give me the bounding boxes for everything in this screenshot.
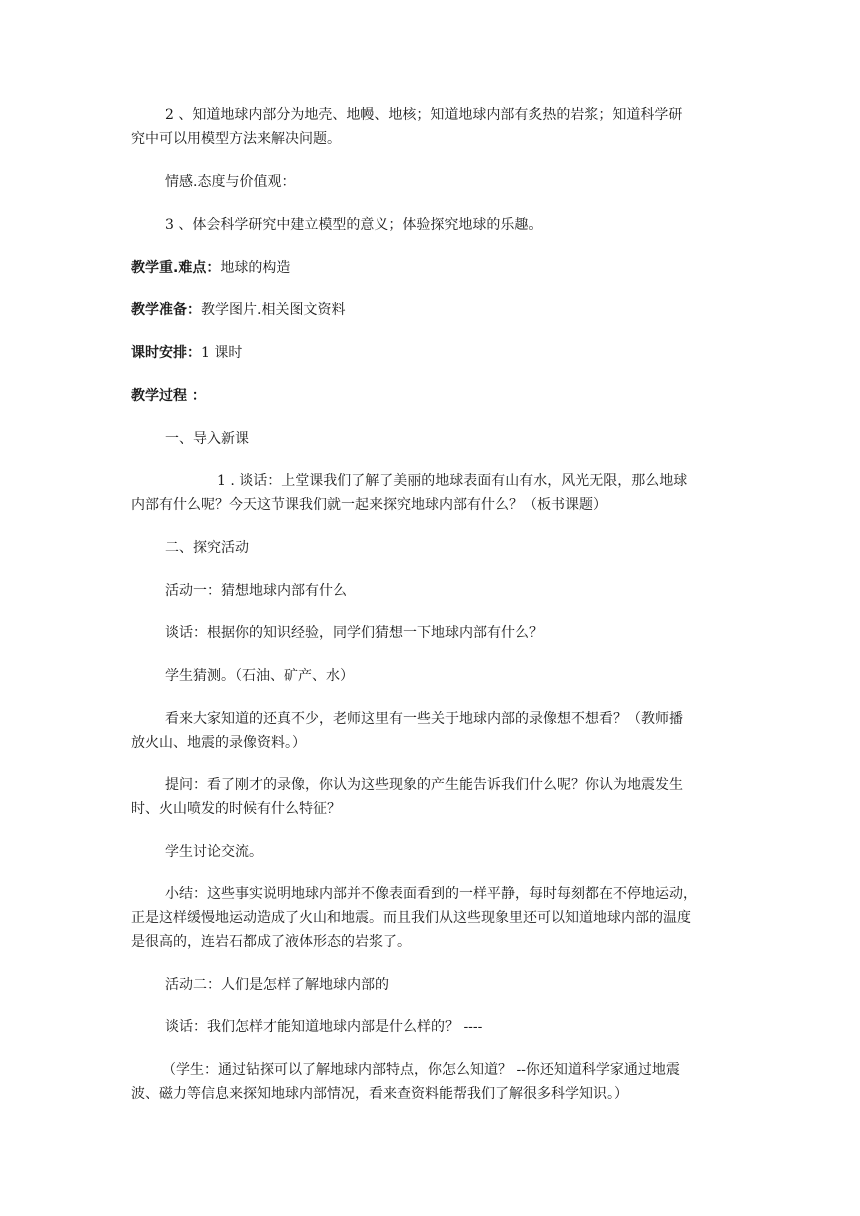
question-line-1: 提问：看了刚才的录像，你认为这些现象的产生能告诉我们什么呢？你认为地震发生	[165, 777, 683, 793]
talk-3: 谈话：我们怎样才能知道地球内部是什么样的？ ----	[165, 1019, 483, 1035]
attitude-heading: 情感.态度与价值观：	[165, 174, 296, 190]
talk-1-line-2: 内部有什么呢？今天这节课我们就一起来探究地球内部有什么？（板书课题）	[131, 497, 607, 513]
preparation-value: 教学图片.相关图文资料	[201, 302, 346, 318]
talk-2: 谈话：根据你的知识经验，同学们猜想一下地球内部有什么？	[165, 625, 543, 641]
process-label: 教学过程 ：	[131, 388, 206, 404]
summary-line-2: 正是这样缓慢地运动造成了火山和地震。而且我们从这些现象里还可以知道地球内部的温度	[131, 910, 691, 926]
student-answer-line-1: （学生：通过钻探可以了解地球内部特点，你怎么知道？ --你还知道科学家通过地震	[162, 1062, 680, 1078]
time-schedule-label: 课时安排：	[131, 345, 201, 361]
time-schedule	[131, 341, 860, 365]
section-2-heading: 二、探究活动	[165, 540, 249, 556]
goal-3: 3 、体会科学研究中建立模型的意义；体验探究地球的乐趣。	[165, 217, 543, 233]
video-line-1: 看来大家知道的还真不少，老师这里有一些关于地球内部的录像想不想看？（教师播	[165, 711, 683, 727]
student-discussion: 学生讨论交流。	[165, 844, 263, 860]
key-points-label: 教学重.难点：	[131, 260, 221, 276]
summary-line-1: 小结：这些事实说明地球内部并不像表面看到的一样平静，每时每刻都在不停地运动，	[165, 886, 697, 902]
process-heading	[131, 384, 860, 408]
goal-2-line-1: 2 、知道地球内部分为地壳、地幔、地核；知道地球内部有炙热的岩浆；知道科学研	[165, 107, 683, 123]
video-line-2: 放火山、地震的录像资料。）	[131, 735, 306, 751]
key-points	[131, 256, 860, 280]
activity-1-heading: 活动一：猜想地球内部有什么	[165, 583, 347, 599]
time-schedule-value: 1 课时	[201, 345, 243, 361]
section-1-heading: 一、导入新课	[165, 431, 249, 447]
student-answer-line-2: 波、磁力等信息来探知地球内部情况，看来查资料能帮我们了解很多科学知识。）	[131, 1086, 628, 1102]
talk-1-line-1: 1 . 谈话：上堂课我们了解了美丽的地球表面有山有水，风光无限，那么地球	[217, 473, 688, 489]
goal-2-line-2: 究中可以用模型方法来解决问题。	[131, 131, 341, 147]
preparation	[131, 298, 860, 322]
summary-line-3: 是很高的，连岩石都成了液体形态的岩浆了。	[131, 934, 411, 950]
question-line-2: 时、火山喷发的时候有什么特征？	[131, 801, 341, 817]
key-points-value: 地球的构造	[220, 260, 291, 276]
student-guess: 学生猜测。（石油、矿产、水）	[165, 668, 354, 684]
activity-2-heading: 活动二：人们是怎样了解地球内部的	[165, 977, 389, 993]
preparation-label: 教学准备：	[131, 302, 201, 318]
